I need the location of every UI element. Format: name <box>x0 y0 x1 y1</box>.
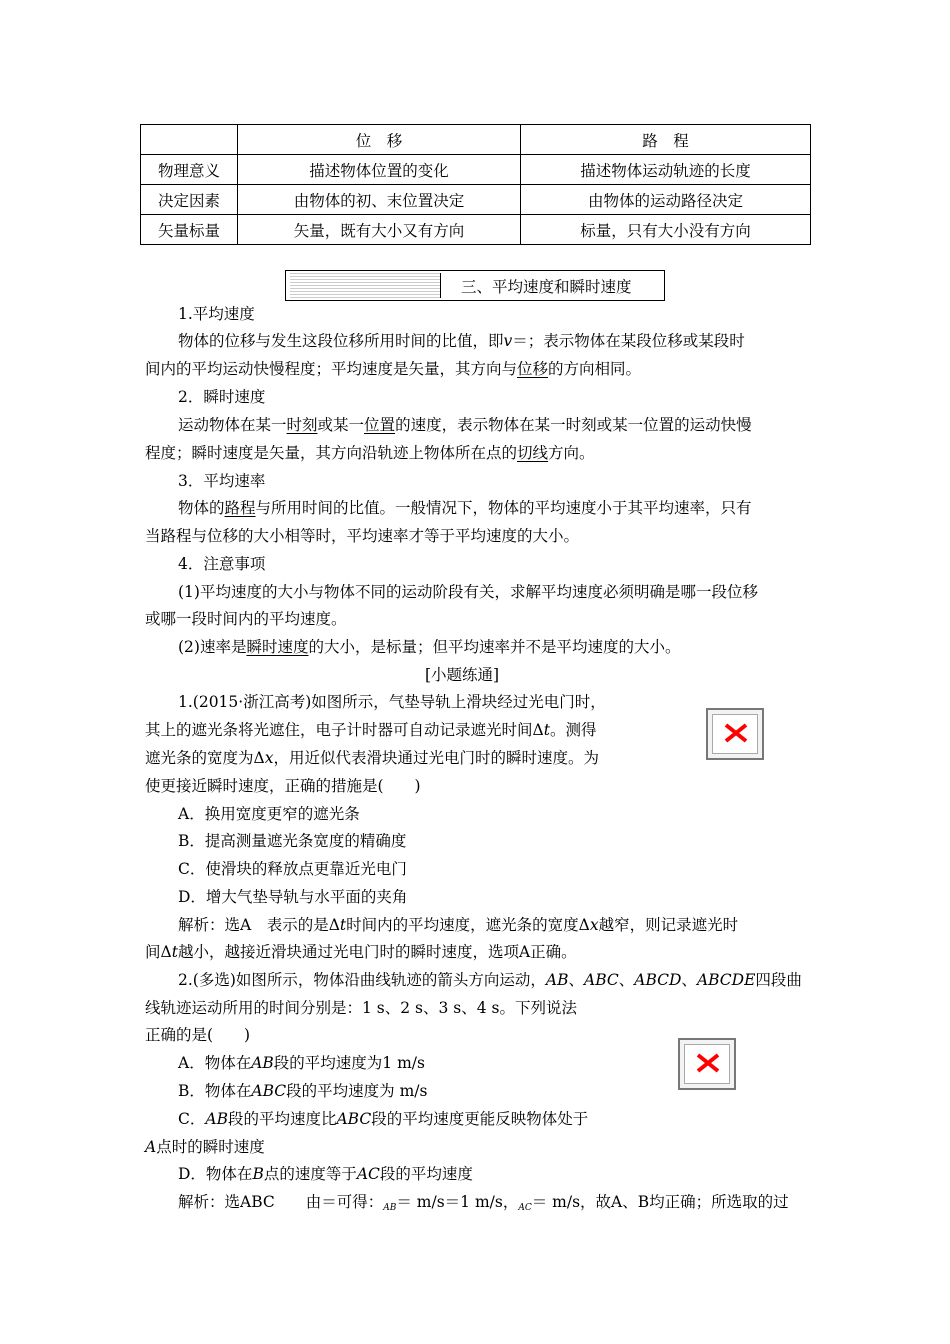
comparison-table <box>140 124 811 245</box>
table-row <box>141 155 811 185</box>
option-b: B．提高测量遮光条宽度的精确度 <box>178 832 407 850</box>
broken-image-icon <box>706 708 764 760</box>
heading-notes: 4．注意事项 <box>178 555 266 573</box>
answer-line: 解析：选A 表示的是Δt时间内的平均速度，遮光条的宽度Δx越窄，则记录遮光时 <box>178 916 739 934</box>
option-a: A．物体在AB段的平均速度为1 m/s <box>178 1054 425 1072</box>
heading-average-velocity: 1.平均速度 <box>178 305 255 323</box>
table-cell: 由物体的运动路径决定 <box>521 185 811 215</box>
practice-title: [小题练通] <box>425 666 500 684</box>
table-cell: 矢量，既有大小又有方向 <box>238 215 521 245</box>
option-b: B．物体在ABC段的平均速度为 m/s <box>178 1082 428 1100</box>
paragraph-line: 间内的平均运动快慢程度；平均速度是矢量，其方向与位移的方向相同。 <box>145 360 642 378</box>
table-row <box>141 185 811 215</box>
question-line: 使更接近瞬时速度，正确的措施是( ) <box>145 777 421 795</box>
paragraph-line: 程度；瞬时速度是矢量，其方向沿轨迹上物体所在点的切线方向。 <box>145 444 595 462</box>
table-cell: 矢量标量 <box>141 215 238 245</box>
option-c-continued: A点时的瞬时速度 <box>145 1138 265 1156</box>
option-d: D．物体在B点的速度等于AC段的平均速度 <box>178 1165 473 1183</box>
question-line: 遮光条的宽度为Δx，用近似代表滑块通过光电门时的瞬时速度。为 <box>145 749 599 767</box>
option-a: A．换用宽度更窄的遮光条 <box>178 805 360 823</box>
section-header-decoration <box>290 273 441 298</box>
paragraph-line: 物体的位移与发生这段位移所用时间的比值，即v＝；表示物体在某段位移或某段时 <box>178 332 745 350</box>
table-cell: 描述物体运动轨迹的长度 <box>521 155 811 185</box>
paragraph-line: (2)速率是瞬时速度的大小，是标量；但平均速率并不是平均速度的大小。 <box>178 638 681 656</box>
broken-image-icon <box>678 1038 736 1090</box>
paragraph-line: 运动物体在某一时刻或某一位置的速度，表示物体在某一时刻或某一位置的运动快慢 <box>178 416 752 434</box>
paragraph-line: 当路程与位移的大小相等时，平均速率才等于平均速度的大小。 <box>145 527 580 545</box>
table-header-cell: 路 程 <box>521 125 811 155</box>
question-line: 其上的遮光条将光遮住，电子计时器可自动记录遮光时间Δt。测得 <box>145 721 597 739</box>
table-cell: 描述物体位置的变化 <box>238 155 521 185</box>
table-cell: 标量，只有大小没有方向 <box>521 215 811 245</box>
table-header-cell: 位 移 <box>238 125 521 155</box>
question-line: 2.(多选)如图所示，物体沿曲线轨迹的箭头方向运动，AB、ABC、ABCD、ABCDE四段曲 <box>178 971 802 989</box>
table-cell: 由物体的初、末位置决定 <box>238 185 521 215</box>
table-cell: 物理意义 <box>141 155 238 185</box>
table-header-cell <box>141 125 238 155</box>
section-header-box <box>285 270 665 301</box>
question-line: 1.(2015·浙江高考)如图所示，气垫导轨上滑块经过光电门时， <box>178 693 606 711</box>
table-cell: 决定因素 <box>141 185 238 215</box>
section-title: 三、平均速度和瞬时速度 <box>461 278 632 296</box>
paragraph-line: 物体的路程与所用时间的比值。一般情况下，物体的平均速度小于其平均速率，只有 <box>178 499 752 517</box>
answer-line: 解析：选ABC 由＝可得：AB＝ m/s＝1 m/s，AC＝ m/s，故A、B均正确；所选取的过 <box>178 1193 789 1213</box>
paragraph-line: 或哪一段时间内的平均速度。 <box>145 610 347 628</box>
question-line: 正确的是( ) <box>145 1026 251 1044</box>
table-row <box>141 215 811 245</box>
answer-line: 间Δt越小，越接近滑块通过光电门时的瞬时速度，选项A正确。 <box>145 943 577 961</box>
paragraph-line: (1)平均速度的大小与物体不同的运动阶段有关，求解平均速度必须明确是哪一段位移 <box>178 583 758 601</box>
option-c: C．使滑块的释放点更靠近光电门 <box>178 860 407 878</box>
option-d: D．增大气垫导轨与水平面的夹角 <box>178 888 408 906</box>
table-header-row <box>141 125 811 155</box>
option-c: C．AB段的平均速度比ABC段的平均速度更能反映物体处于 <box>178 1110 589 1128</box>
heading-instantaneous-velocity: 2．瞬时速度 <box>178 388 266 406</box>
heading-average-speed: 3．平均速率 <box>178 472 266 490</box>
question-line: 线轨迹运动所用的时间分别是：1 s、2 s、3 s、4 s。下列说法 <box>145 999 577 1017</box>
